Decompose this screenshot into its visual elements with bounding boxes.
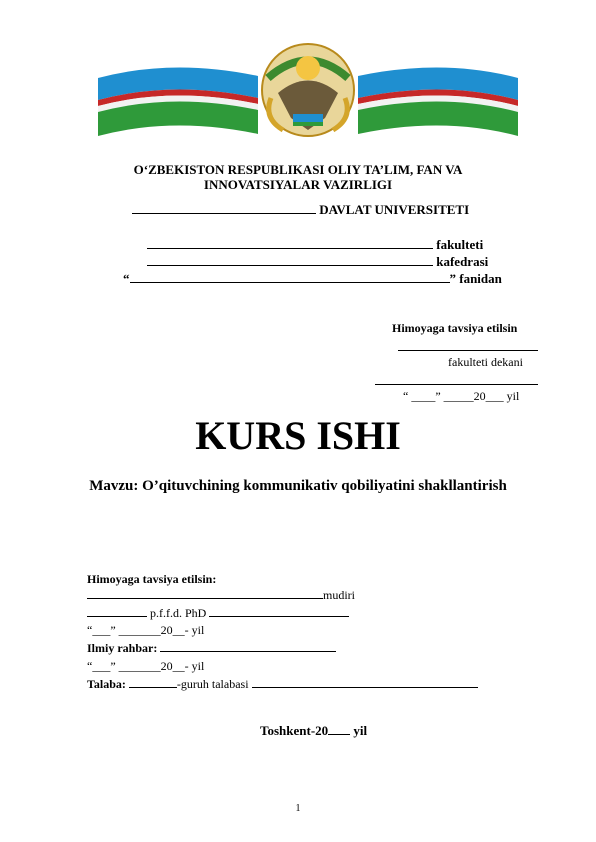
- subject-blank: [130, 282, 450, 283]
- approval-title: Himoyaga tavsiya etilsin: [392, 321, 518, 335]
- department-line: [147, 254, 488, 269]
- approval-signature-line: [398, 350, 538, 351]
- document-title: KURS ISHI: [195, 413, 401, 458]
- university-line: [132, 202, 469, 217]
- faculty-label: fakulteti: [436, 237, 484, 252]
- subject-open-quote: “: [123, 271, 130, 286]
- date-line-2: “___” _______20__- yil: [87, 659, 205, 673]
- subject-label: ” fanidan: [449, 271, 502, 286]
- subject-line: [123, 271, 502, 286]
- department-blank: [147, 265, 433, 266]
- date-line-1: “___” _______20__- yil: [87, 623, 205, 637]
- head-blank: [87, 598, 323, 599]
- supervisor-line: [87, 641, 336, 655]
- topic: Mavzu: O’qituvchining kommunikativ qobiliyatini shakllantirish: [89, 478, 507, 494]
- year-blank: [328, 734, 350, 735]
- faculty-blank: [147, 248, 433, 249]
- university-blank: [132, 213, 316, 214]
- degree-blank-right: [209, 616, 349, 617]
- approval-date: “ ____” _____20___ yil: [403, 389, 520, 403]
- supervisor-label: Ilmiy rahbar:: [87, 641, 158, 655]
- ministry-line-1: O‘ZBEKISTON RESPUBLIKASI OLIY TA’LIM, FAN VA: [133, 162, 463, 177]
- page-number: 1: [295, 803, 301, 814]
- university-label: DAVLAT UNIVERSITETI: [319, 202, 470, 217]
- year-suffix: yil: [350, 723, 368, 738]
- supervisor-blank: [160, 651, 336, 652]
- student-line: [87, 677, 478, 691]
- dean-name-line: [375, 384, 538, 385]
- recommend-label: Himoyaga tavsiya etilsin:: [87, 572, 217, 586]
- department-label: kafedrasi: [436, 254, 489, 269]
- degree-label: p.f.f.d. PhD: [150, 606, 207, 620]
- ministry-line-2: INNOVATSIYALAR VAZIRLIGI: [203, 177, 393, 192]
- degree-blank-left: [87, 616, 147, 617]
- degree-line: [87, 606, 349, 620]
- state-emblem-banner: [93, 38, 523, 138]
- student-name-blank: [252, 687, 478, 688]
- dean-label: fakulteti dekani: [448, 355, 523, 369]
- faculty-line: [147, 237, 483, 252]
- head-line: [87, 588, 355, 602]
- city-year: [260, 723, 367, 738]
- student-label: Talaba:: [87, 677, 126, 691]
- student-text: -guruh talabasi: [176, 677, 249, 691]
- city-year-label: Toshkent-20: [260, 723, 329, 738]
- head-role: mudiri: [323, 588, 355, 602]
- group-blank: [129, 687, 177, 688]
